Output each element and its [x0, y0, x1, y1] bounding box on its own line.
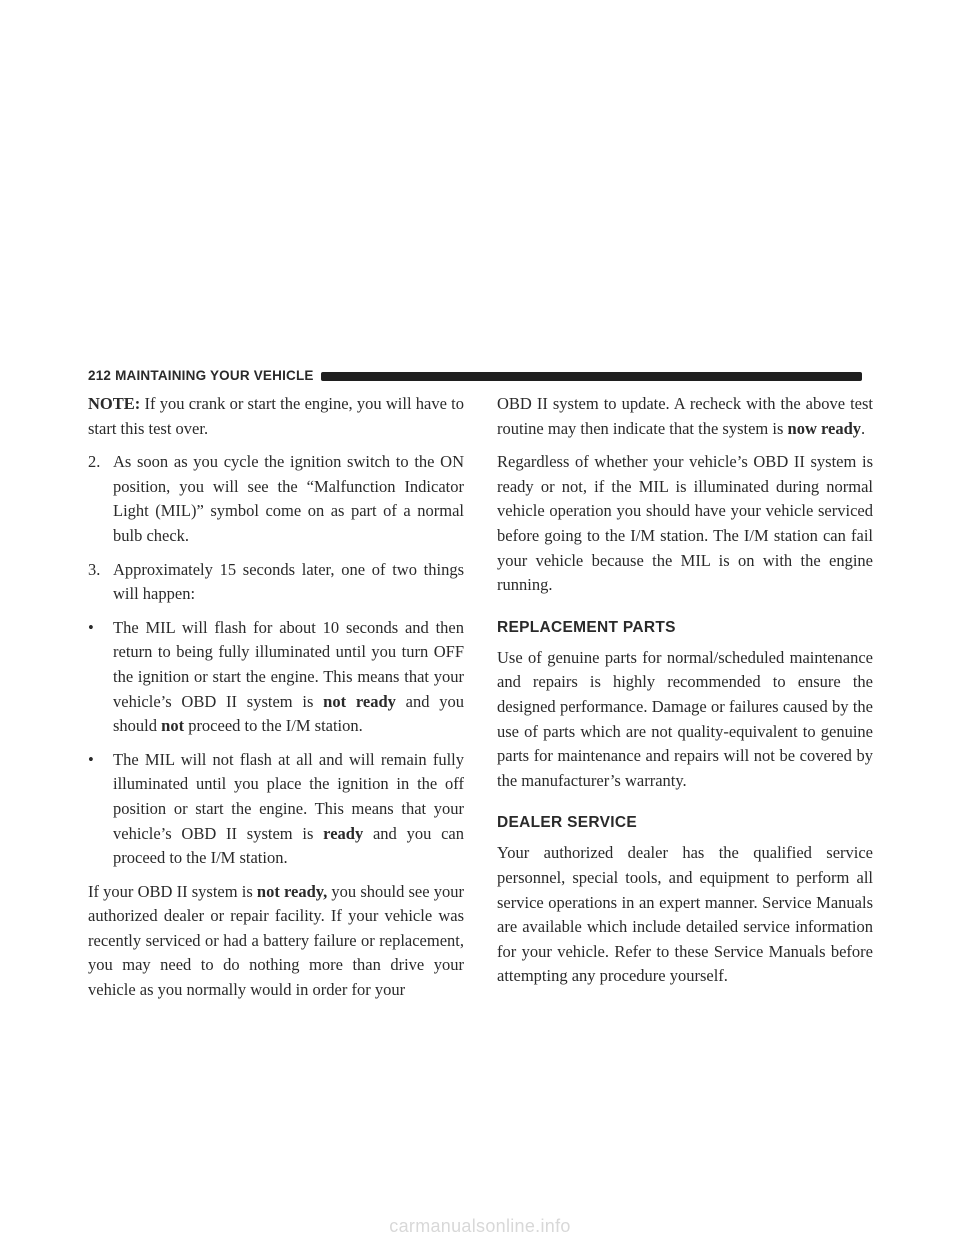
bullet-item — [88, 616, 464, 739]
note-label: NOTE: — [88, 394, 141, 413]
bullet-icon: • — [88, 617, 94, 637]
bullet-text: The MIL will not flash at all and will remain fully illuminated until you place the ignition in the off position or start the engine. This means that your vehicle’s OBD II system is ready and you can proceed to the I/M station. — [113, 749, 464, 868]
continued-paragraph: OBD II system to update. A recheck with the above test routine may then indicate that the system is now ready. — [497, 394, 873, 438]
step-text: As soon as you cycle the ignition switch to the ON position, you will see the “Malfunction Indicator Light (MIL)” symbol come on as part of a normal bulb check. — [113, 452, 464, 545]
page-header — [88, 366, 862, 386]
note-paragraph: NOTE: If you crank or start the engine, you will have to start this test over. — [88, 394, 464, 438]
replacement-parts-paragraph: Use of genuine parts for normal/scheduled maintenance and repairs is highly recommended to ensure the designed performance. Damage or failures caused by the use of parts which are not quality-equivalent to genuine parts for maintenance and repairs will not be covered by the manufacturer’s warranty. — [497, 647, 873, 790]
bullet-item — [88, 748, 464, 871]
step-number: 2. — [88, 452, 101, 472]
step-3 — [88, 558, 464, 607]
left-column — [88, 392, 464, 1012]
right-column — [497, 392, 873, 998]
header-label — [88, 366, 314, 386]
bullet-icon: • — [88, 749, 94, 769]
header-rule — [321, 372, 862, 381]
page-number: 212 — [88, 368, 112, 383]
replacement-parts-heading: REPLACEMENT PARTS — [497, 618, 676, 636]
step-text: Approximately 15 seconds later, one of two things will happen: — [113, 559, 464, 604]
regardless-paragraph: Regardless of whether your vehicle’s OBD II system is ready or not, if the MIL is illuminated during normal vehicle operation you should have your vehicle serviced before going to the I/M station. The I/M station can fail your vehicle because the MIL is on with the engine running. — [497, 452, 873, 595]
section-title: MAINTAINING YOUR VEHICLE — [115, 368, 314, 383]
bullet-text: The MIL will flash for about 10 seconds and then return to being fully illuminated until you turn OFF the ignition or start the engine. This means that your vehicle’s OBD II system is not ready and you should not proceed to the I/M station. — [113, 617, 465, 736]
dealer-service-paragraph: Your authorized dealer has the qualified service personnel, special tools, and equipment to perform all service operations in an expert manner. Service Manuals are available which include detailed service information for your vehicle. Refer to these Service Manuals before attempting any procedure yourself. — [497, 843, 873, 986]
watermark-text[interactable]: carmanualsonline.info — [389, 1216, 571, 1236]
obd-not-ready-paragraph: If your OBD II system is not ready, you should see your authorized dealer or repair facility. If your vehicle was recently serviced or had a battery failure or replacement, you may need to do nothing more than drive your vehicle as you normally would in order for your — [88, 881, 464, 1000]
step-number: 3. — [88, 559, 101, 579]
step-2 — [88, 450, 464, 548]
dealer-service-heading: DEALER SERVICE — [497, 814, 637, 832]
